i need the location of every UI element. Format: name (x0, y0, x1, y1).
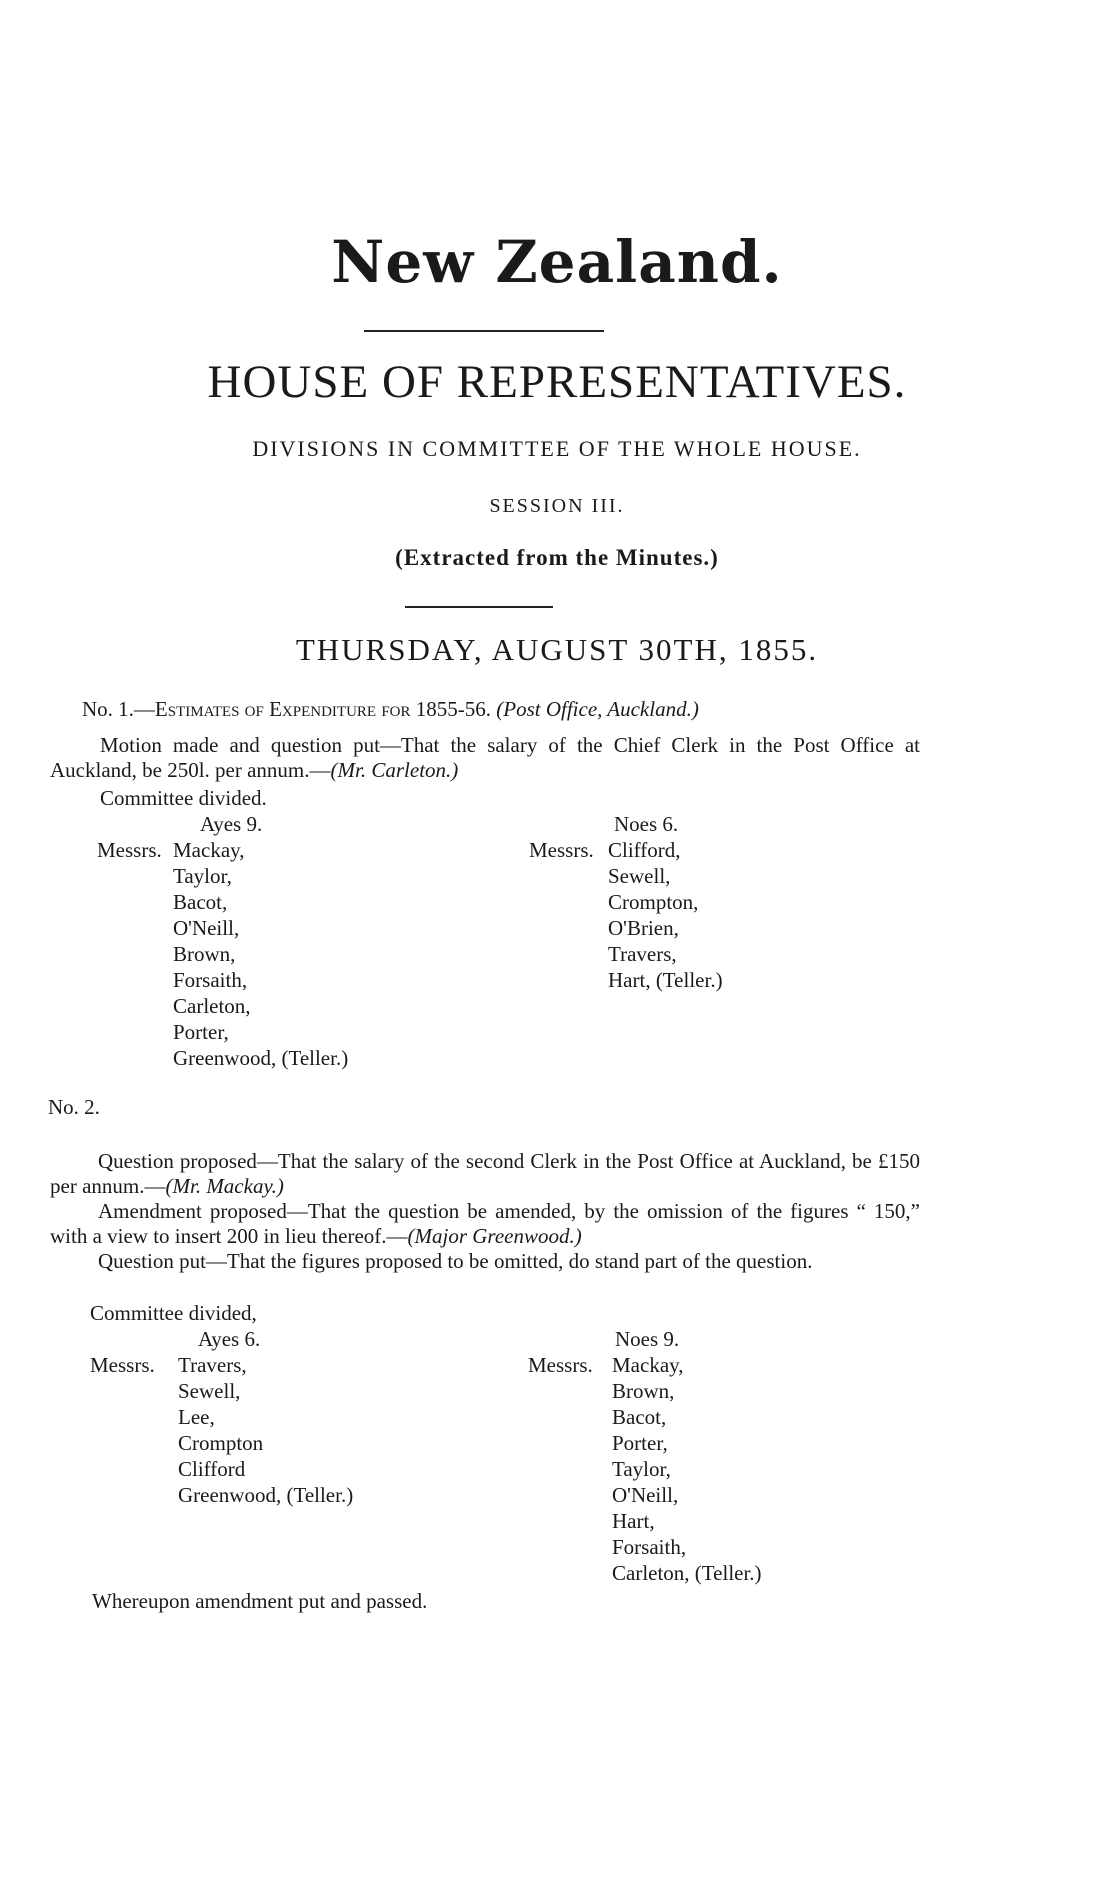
list-item: Carleton, (Teller.) (612, 1561, 762, 1585)
session-label: SESSION III. (489, 495, 625, 517)
item1-heading-line (82, 696, 699, 722)
list-item: Brown, (612, 1379, 675, 1403)
list-item: Forsaith, (173, 968, 248, 992)
item1-motion (50, 733, 920, 783)
item2-question-text: Question proposed—That the salary of the second Clerk in the Post Office at Auckland, be £150 per annum.— (50, 1149, 920, 1198)
item1-motion-mover: (Mr. Carleton.) (330, 758, 459, 782)
item2-number: No. 2. (48, 1095, 100, 1119)
list-item: Travers, (608, 942, 677, 966)
list-item: O'Neill, (612, 1483, 679, 1507)
list-item: Lee, (178, 1405, 215, 1429)
house-heading: HOUSE OF REPRESENTATIVES. (207, 356, 907, 408)
item1-noes-list (608, 837, 723, 993)
list-item: Crompton (178, 1431, 264, 1455)
list-item: Mackay, (173, 838, 245, 862)
item2-ayes-messrs: Messrs. (90, 1353, 155, 1377)
list-item: Mackay, (612, 1353, 684, 1377)
list-item: O'Brien, (608, 916, 679, 940)
item1-heading: Estimates of Expenditure for 1855-56. (154, 697, 492, 721)
list-item: Greenwood, (Teller.) (178, 1483, 354, 1507)
item2-amendment-mover: (Major Greenwood.) (407, 1224, 582, 1248)
list-item: Bacot, (612, 1405, 667, 1429)
item1-ayes-list (173, 837, 348, 1071)
item1-ayes-title: Ayes 9. (200, 812, 263, 836)
item2-result: Whereupon amendment put and passed. (92, 1589, 428, 1613)
list-item: Travers, (178, 1353, 247, 1377)
divider-rule-bottom (405, 606, 553, 608)
list-item: Carleton, (173, 994, 251, 1018)
item1-number: No. 1.— (82, 697, 155, 721)
item2-question-put: Question put—That the figures proposed to be omitted, do stand part of the question. (98, 1249, 813, 1273)
list-item: Sewell, (608, 864, 671, 888)
item2-question (50, 1149, 920, 1199)
list-item: Hart, (Teller.) (608, 968, 723, 992)
item1-heading-note: (Post Office, Auckland.) (496, 697, 699, 721)
list-item: Brown, (173, 942, 236, 966)
list-item: Hart, (612, 1509, 655, 1533)
list-item: Greenwood, (Teller.) (173, 1046, 349, 1070)
item2-committee: Committee divided, (90, 1301, 257, 1325)
list-item: Sewell, (178, 1379, 241, 1403)
item2-ayes-title: Ayes 6. (198, 1327, 261, 1351)
extracted-note: (Extracted from the Minutes.) (395, 545, 719, 570)
divider-rule-top (364, 330, 604, 332)
list-item: Taylor, (612, 1457, 671, 1481)
item2-amendment-text: Amendment proposed—That the question be amended, by the omission of the figures “ 150,” with a view to insert 200 in lieu thereof.— (50, 1199, 920, 1248)
item2-noes-messrs: Messrs. (528, 1353, 593, 1377)
item1-committee: Committee divided. (100, 786, 267, 810)
date-heading: THURSDAY, AUGUST 30TH, 1855. (295, 632, 819, 667)
divisions-subtitle: DIVISIONS IN COMMITTEE OF THE WHOLE HOUSE. (252, 436, 862, 461)
masthead-title: New Zealand. (331, 228, 783, 296)
list-item: Crompton, (608, 890, 699, 914)
list-item: Clifford (178, 1457, 246, 1481)
item1-noes-messrs: Messrs. (529, 838, 594, 862)
item2-ayes-list (178, 1352, 353, 1508)
list-item: Clifford, (608, 838, 681, 862)
item2-noes-title: Noes 9. (615, 1327, 680, 1351)
list-item: Forsaith, (612, 1535, 687, 1559)
item1-noes-title: Noes 6. (614, 812, 679, 836)
list-item: Bacot, (173, 890, 228, 914)
item2-question-mover: (Mr. Mackay.) (165, 1174, 284, 1198)
item1-ayes-messrs: Messrs. (97, 838, 162, 862)
item1-motion-text: Motion made and question put—That the salary of the Chief Clerk in the Post Office at Auckland, be 250l. per annum.— (50, 733, 920, 782)
list-item: Taylor, (173, 864, 232, 888)
item2-amendment (50, 1199, 920, 1249)
list-item: Porter, (173, 1020, 229, 1044)
list-item: Porter, (612, 1431, 668, 1455)
item2-noes-list (612, 1352, 762, 1586)
list-item: O'Neill, (173, 916, 240, 940)
